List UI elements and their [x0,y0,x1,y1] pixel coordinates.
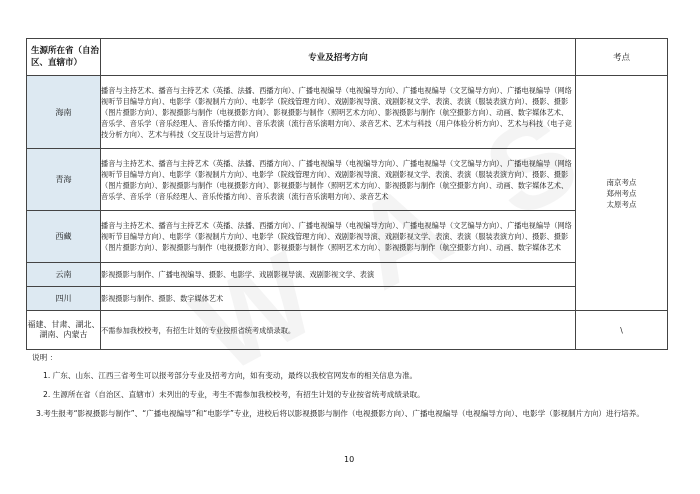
majors-cell: 播音与主持艺术、播音与主持艺术（英播、法播、西播方向）、广播电视编导（电视编导方向）、广播电视编导（文艺编导方向）、广播电视编导（网络视听节目编导方向）、电影学（影视制片方向）、电影学（院线管理方向）、戏剧影视导演、戏剧影视文学、表演、表演（服装表演方向）、摄影、摄影（图片摄影方向）、影视摄影与制作（电视摄影方向）、影视摄影与制作（照明艺术方向）、影视摄影与制作（航空摄影方向）、动画、数字媒体艺术、音乐学、音乐学（音乐经理人、音乐传播方向）、音乐表演（流行音乐演唱方向）、录音艺术 [101,149,576,211]
province-cell: 海南 [27,76,101,149]
exam-site-cell [576,76,668,311]
page-number: 10 [344,455,355,464]
table-row [27,211,668,263]
province-cell: 云南 [27,263,101,287]
note-item: 3.考生报考“影视摄影与制作”、“广播电视编导”和“电影学”专业，进校后将以影视摄影与制作（电视摄影方向）、广播电视编导（电视编导方向）、电影学（影视制片方向）进行培养。 [36,409,644,418]
header-province: 生源所在省（自治区、直辖市） [27,39,101,76]
majors-cell: 播音与主持艺术、播音与主持艺术（英播、法播、西播方向）、广播电视编导（电视编导方向）、广播电视编导（文艺编导方向）、广播电视编导（网络视听节目编导方向）、电影学（影视制片方向）、电影学（院线管理方向）、戏剧影视导演、戏剧影视文学、表演、表演（服装表演方向）、摄影、摄影（图片摄影方向）、影视摄影与制作（电视摄影方向）、影视摄影与制作（照明艺术方向）、影视摄影与制作（航空摄影方向）、动画、数字媒体艺术 [101,211,576,263]
table-row [27,76,668,149]
majors-cell: 不需参加我校校考，有招生计划的专业按照省统考成绩录取。 [101,311,576,350]
notes-section [32,352,672,427]
exam-site-item: 南京考点 [606,177,637,187]
table-header-row [27,39,668,76]
province-cell: 西藏 [27,211,101,263]
province-cell: 福建、甘肃、湖北、湖南、内蒙古 [27,311,101,350]
table-row [27,287,668,311]
majors-cell: 影视摄影与制作、摄影、数字媒体艺术 [101,287,576,311]
table-row [27,311,668,350]
majors-cell: 影视摄影与制作、广播电视编导、摄影、电影学、戏剧影视导演、戏剧影视文学、表演 [101,263,576,287]
exam-site-item: 郑州考点 [606,188,637,198]
exam-site-cell: \ [576,311,668,350]
admission-table [26,38,668,350]
header-exam-site: 考点 [576,39,668,76]
exam-site-item: 太原考点 [606,199,637,209]
province-cell: 青海 [27,149,101,211]
table-row [27,263,668,287]
note-item: 1. 广东、山东、江西三省考生可以报考部分专业及招考方向，如有变动，最终以我校官网发布的相关信息为准。 [43,371,418,380]
province-cell: 四川 [27,287,101,311]
notes-title: 说明 ： [32,353,58,362]
header-majors: 专业及招考方向 [101,39,576,76]
majors-cell: 播音与主持艺术、播音与主持艺术（英播、法播、西播方向）、广播电视编导（电视编导方向）、广播电视编导（文艺编导方向）、广播电视编导（网络视听节目编导方向）、电影学（影视制片方向）、电影学（院线管理方向）、戏剧影视导演、戏剧影视文学、表演、表演（服装表演方向）、摄影、摄影（图片摄影方向）、影视摄影与制作（电视摄影方向）、影视摄影与制作（照明艺术方向）、影视摄影与制作（航空摄影方向）、动画、数字媒体艺术、音乐学、音乐学（音乐经理人、音乐传播方向）、音乐表演（流行音乐演唱方向）、录音艺术、艺术与科技（用户体验分析方向）、艺术与科技（电子竞技分析方向）、艺术与科技（交互设计与运营方向） [101,76,576,149]
table-row [27,149,668,211]
note-item: 2. 生源所在省（自治区、直辖市）未列出的专业，考生不需参加我校校考，有招生计划的专业按省统考成绩录取。 [43,390,425,399]
